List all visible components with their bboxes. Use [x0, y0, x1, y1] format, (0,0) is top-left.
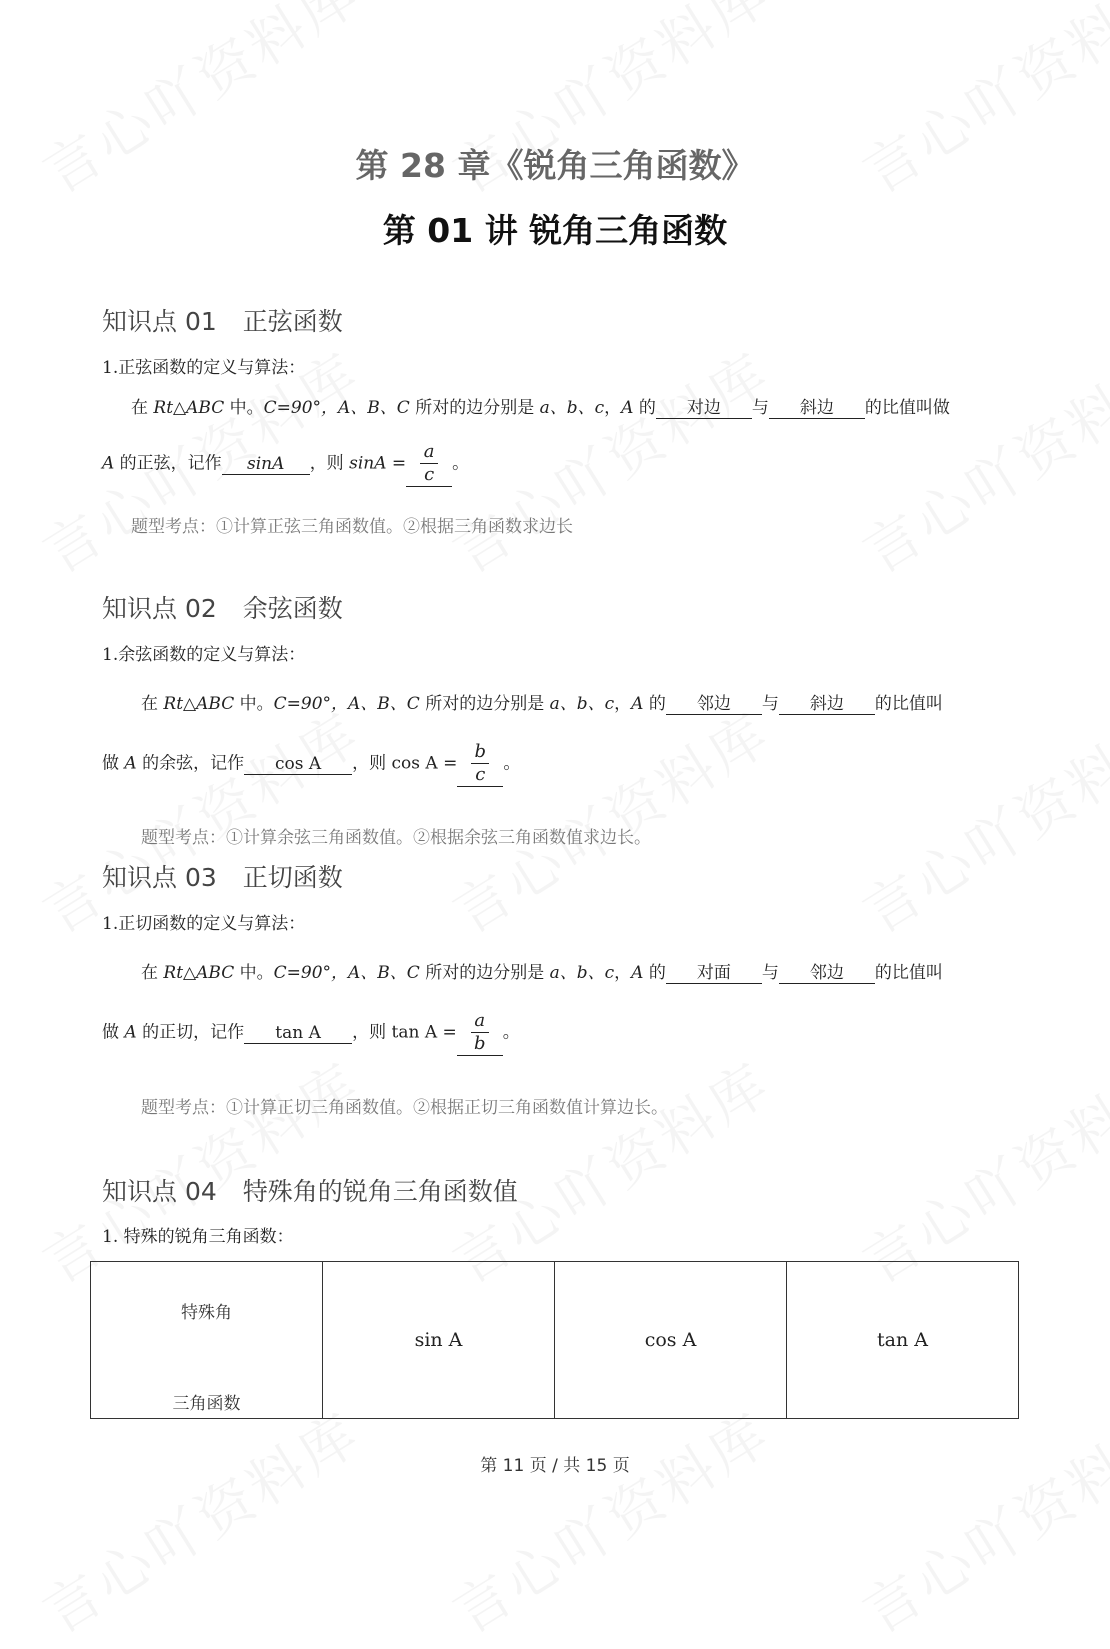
text: 在: [141, 963, 164, 983]
text: 的正切，记作: [136, 1022, 245, 1043]
text: 所对的边分别是: [419, 694, 550, 714]
text: 的: [643, 694, 666, 714]
vertices: A、B、C: [348, 963, 420, 983]
header-top-label: 特殊角: [181, 1303, 232, 1323]
column-header: tan A: [787, 1262, 1019, 1419]
fraction: [457, 741, 503, 787]
sides: a、b、c: [549, 694, 615, 714]
text: 做: [102, 753, 125, 774]
definition-line: [131, 393, 950, 419]
text: 的: [643, 963, 666, 983]
text: ，: [604, 398, 622, 418]
angle: A: [102, 453, 115, 474]
angle: A: [124, 1022, 137, 1043]
condition: C=90°，: [263, 398, 339, 418]
vertices: A、B、C: [338, 398, 410, 418]
denominator: c: [475, 764, 486, 785]
text: 与: [761, 963, 779, 983]
section-number: 知识点 04: [102, 1177, 217, 1206]
triangle: Rt△ABC: [163, 963, 235, 983]
lecture-title: 第 01 讲 锐角三角函数: [382, 211, 728, 250]
text: 在: [141, 694, 164, 714]
sides: a、b、c: [539, 398, 605, 418]
text: 的比值叫: [874, 694, 943, 714]
formula-line: [102, 1010, 520, 1056]
denominator: c: [424, 464, 435, 485]
section-number: 知识点 03: [102, 863, 217, 892]
section-subtitle: 1.正切函数的定义与算法：: [102, 914, 306, 934]
section-subtitle: 1.正弦函数的定义与算法：: [102, 358, 306, 378]
answer-blank: tan A: [244, 1024, 352, 1044]
text: 在: [131, 398, 154, 418]
text: 所对的边分别是: [409, 398, 540, 418]
function: cos A =: [391, 753, 458, 774]
text: ，则: [352, 1022, 392, 1043]
header-cell: [91, 1262, 323, 1419]
text: ，则: [352, 753, 392, 774]
section-heading: [102, 589, 343, 625]
column-header: sin A: [323, 1262, 555, 1419]
angle: A: [621, 398, 634, 418]
section-name: 余弦函数: [242, 594, 343, 623]
text: 。: [503, 753, 521, 774]
header-bottom-label: 三角函数: [172, 1394, 241, 1414]
chapter-title: 第 28 章《锐角三角函数》: [355, 146, 755, 185]
text: ，: [614, 963, 632, 983]
answer-blank: 邻边: [666, 695, 762, 715]
text: ，: [614, 694, 632, 714]
denominator: b: [473, 1033, 486, 1054]
answer-blank: cos A: [244, 755, 352, 775]
watermark: [846, 331, 1110, 590]
answer-blank: 对面: [666, 964, 762, 984]
kaodian-text: 题型考点：①计算正切三角函数值。②根据正切三角函数值计算边长。: [141, 1098, 668, 1118]
fraction: [406, 441, 452, 487]
function: tan A =: [391, 1022, 457, 1043]
section-subtitle: 1. 特殊的锐角三角函数：: [102, 1227, 294, 1247]
text: 。: [502, 1022, 520, 1043]
section-heading: [102, 858, 343, 894]
section-name: 正切函数: [242, 863, 343, 892]
text: 与: [761, 694, 779, 714]
definition-line: [141, 689, 943, 715]
watermark: [26, 1391, 374, 1649]
text: 的比值叫做: [864, 398, 950, 418]
numerator: a: [423, 441, 435, 462]
watermark: [436, 331, 784, 590]
section-heading: [102, 1172, 518, 1208]
text: 的: [633, 398, 656, 418]
angle: A: [631, 694, 644, 714]
numerator: b: [474, 741, 487, 762]
answer-blank: 邻边: [779, 964, 875, 984]
text: 的余弦，记作: [136, 753, 245, 774]
text: 。: [452, 453, 470, 474]
text: 做: [102, 1022, 125, 1043]
angle: A: [124, 753, 137, 774]
answer-blank: 斜边: [769, 399, 865, 419]
fraction: [457, 1010, 503, 1056]
triangle: Rt△ABC: [153, 398, 225, 418]
formula-line: [102, 741, 520, 787]
special-angle-table: [90, 1261, 1019, 1419]
section-name: 正弦函数: [242, 307, 343, 336]
section-name: 特殊角的锐角三角函数值: [242, 1177, 518, 1206]
column-header: cos A: [555, 1262, 787, 1419]
text: 的正弦，记作: [114, 453, 222, 474]
watermark: [436, 1391, 784, 1649]
answer-blank: 对边: [656, 399, 752, 419]
text: 中。: [234, 694, 274, 714]
section-heading: [102, 302, 343, 338]
vertices: A、B、C: [348, 694, 420, 714]
answer-blank: 斜边: [779, 695, 875, 715]
definition-line: [141, 958, 943, 984]
table-row: [91, 1262, 1019, 1419]
text: 中。: [234, 963, 274, 983]
condition: C=90°，: [273, 963, 349, 983]
watermark: [846, 1391, 1110, 1649]
section-number: 知识点 02: [102, 594, 217, 623]
text: 的比值叫: [874, 963, 943, 983]
numerator: a: [474, 1010, 486, 1031]
kaodian-text: 题型考点：①计算正弦三角函数值。②根据三角函数求边长: [131, 517, 573, 537]
sides: a、b、c: [549, 963, 615, 983]
triangle: Rt△ABC: [163, 694, 235, 714]
watermark: [846, 691, 1110, 950]
page-footer: 第 11 页 / 共 15 页: [480, 1456, 630, 1476]
text: 中。: [224, 398, 264, 418]
section-subtitle: 1.余弦函数的定义与算法：: [102, 645, 306, 665]
formula-line: [102, 441, 469, 487]
watermark: [436, 691, 784, 950]
condition: C=90°，: [273, 694, 349, 714]
text: ，则: [309, 453, 350, 474]
function: sinA =: [349, 453, 407, 474]
text: 所对的边分别是: [419, 963, 550, 983]
section-number: 知识点 01: [102, 307, 217, 336]
kaodian-text: 题型考点：①计算余弦三角函数值。②根据余弦三角函数值求边长。: [141, 828, 651, 848]
angle: A: [631, 963, 644, 983]
answer-blank: sinA: [222, 455, 310, 475]
text: 与: [751, 398, 769, 418]
